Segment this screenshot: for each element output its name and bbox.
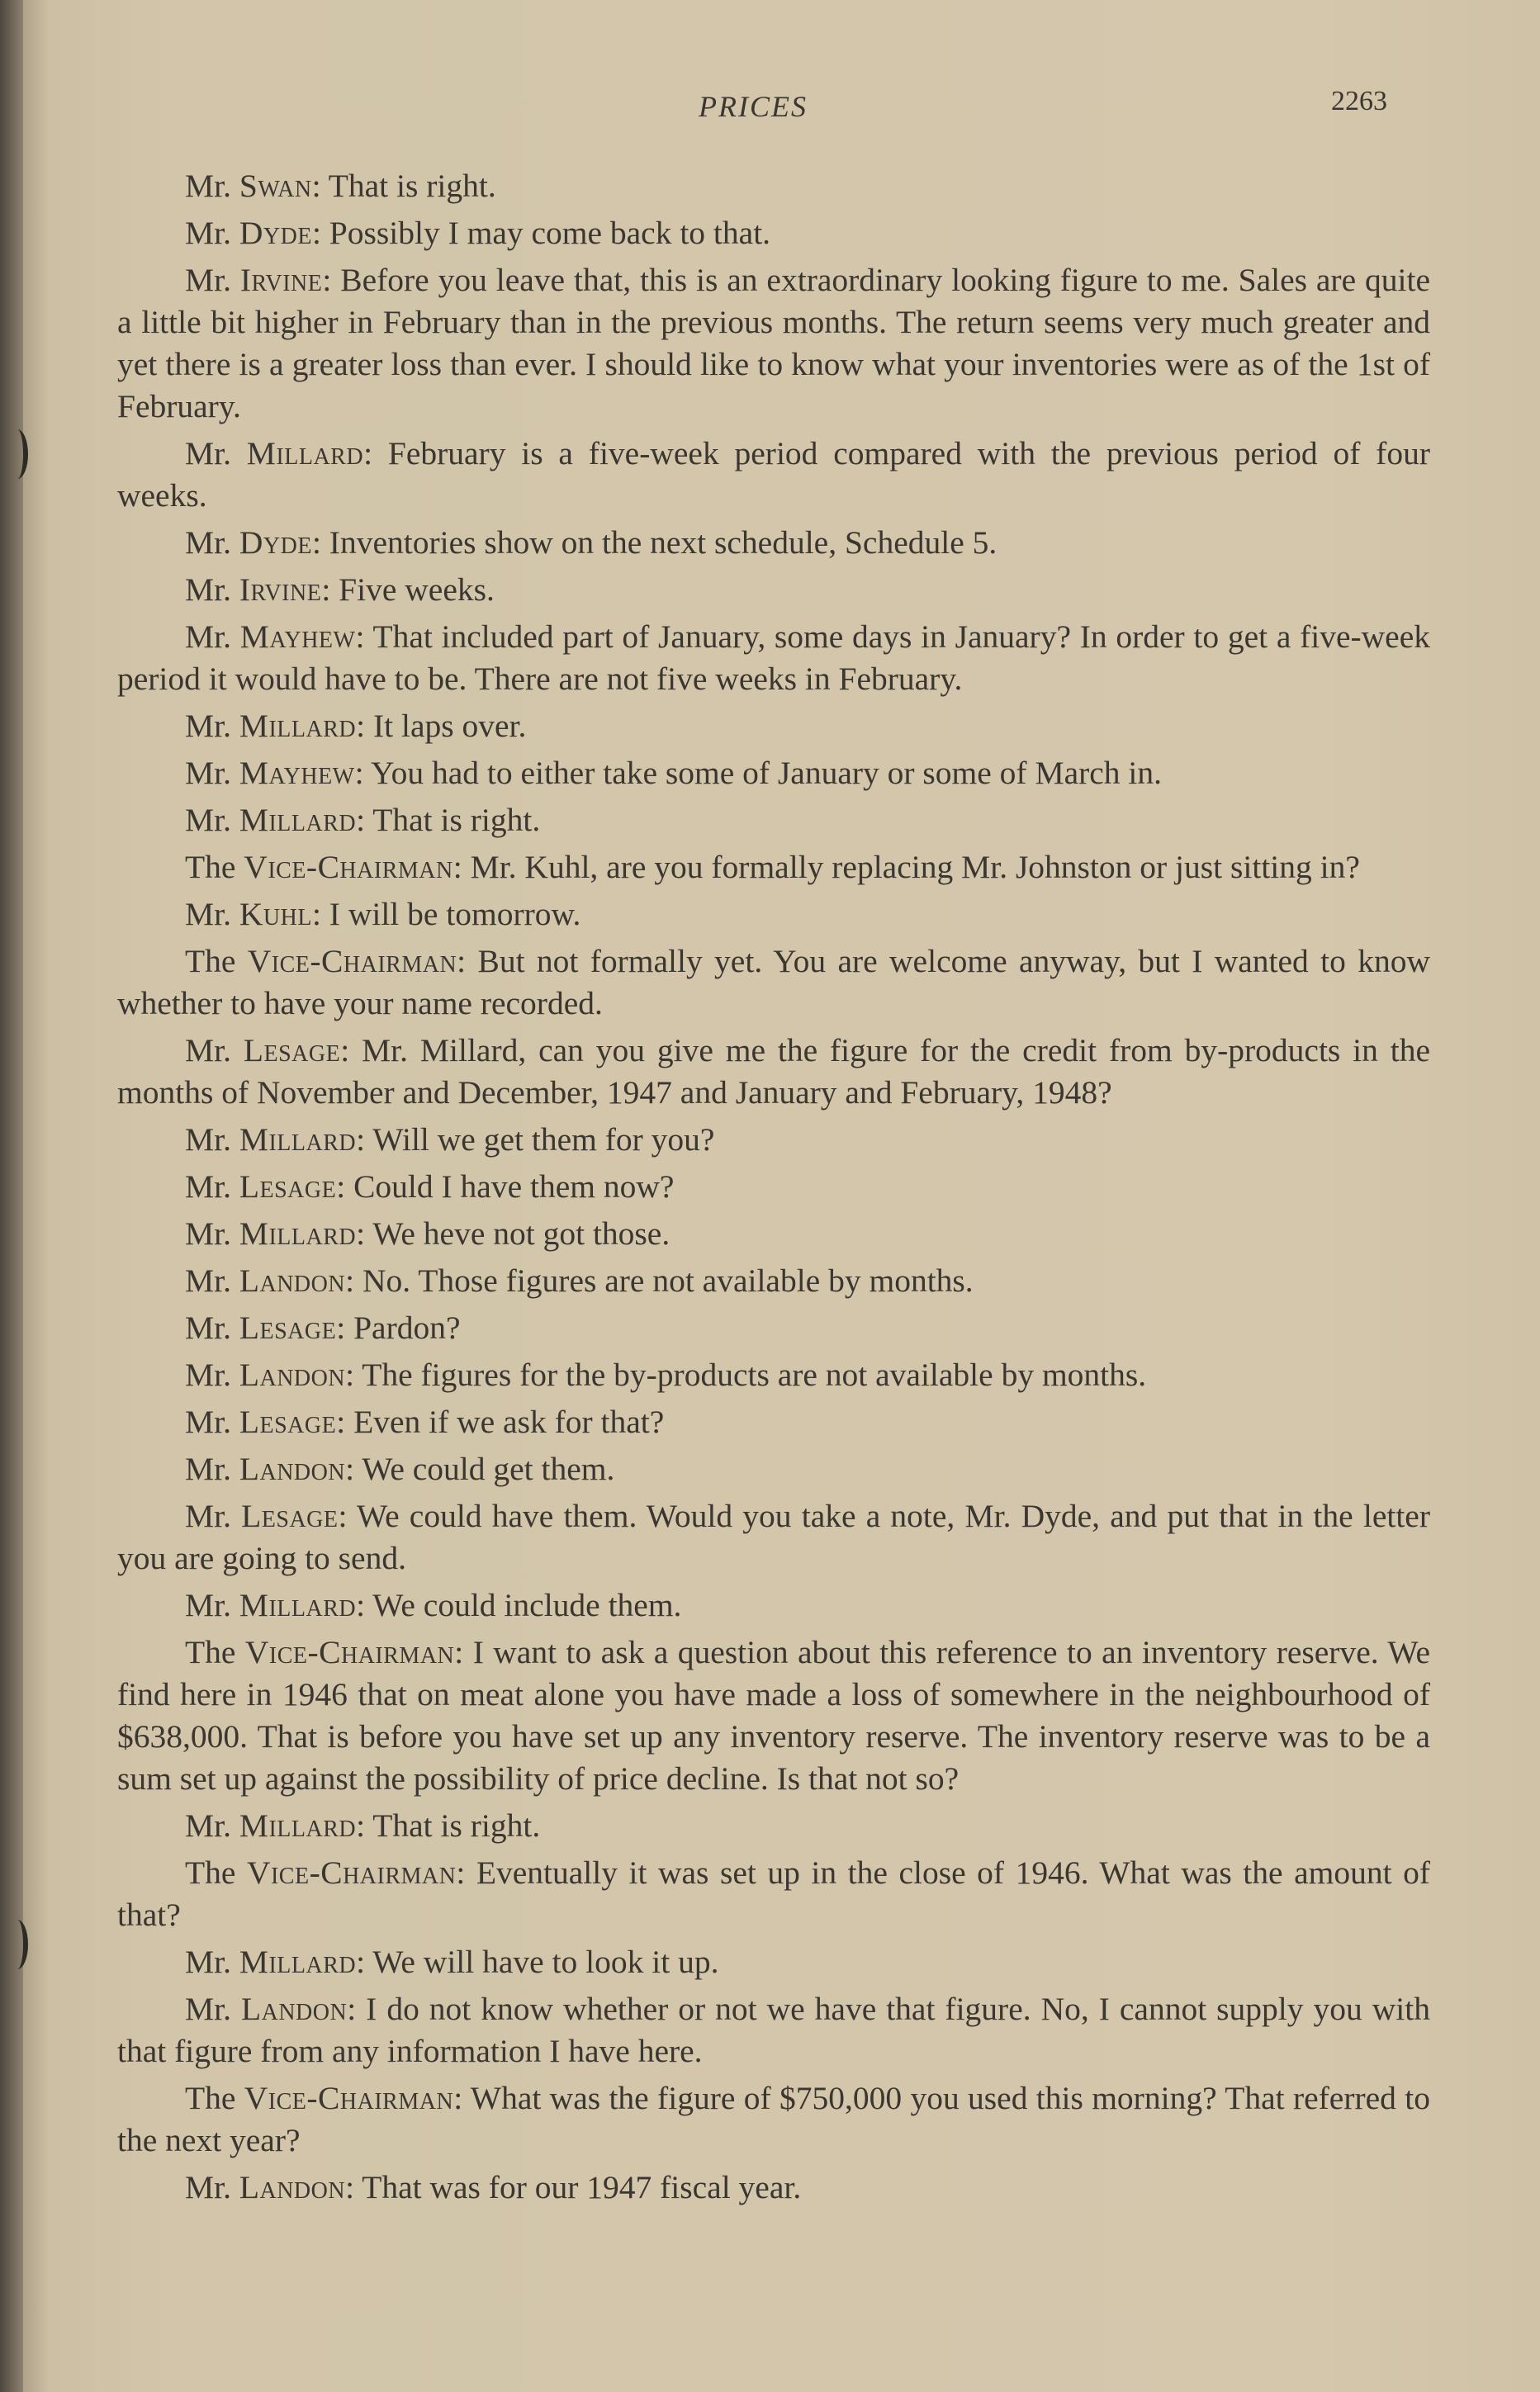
speech-text: : We heve not got those. (356, 1215, 670, 1252)
speech-text: : No. Those figures are not available by months. (345, 1262, 974, 1299)
speaker-prefix: The (185, 943, 248, 979)
transcript-paragraph (117, 1632, 1430, 1800)
speaker-prefix: Mr. (185, 1262, 239, 1299)
speech-text: : That is right. (311, 168, 496, 204)
transcript-paragraph (117, 259, 1430, 428)
speech-text: : But not formally yet. You are welcome anyway, but I wanted to know whether to have your name recorded. (117, 943, 1430, 1021)
binding-hole-mark (7, 1920, 28, 1969)
speech-text: : Five weeks. (321, 571, 495, 608)
speaker-name: Vice-Chairman (244, 1634, 455, 1670)
page-header (0, 86, 1540, 130)
speaker-prefix: Mr. (185, 1032, 244, 1068)
transcript-paragraph (117, 2077, 1430, 2162)
speaker-prefix: Mr. (185, 896, 239, 932)
speaker-name: Swan (239, 168, 312, 204)
speaker-name: Kuhl (239, 896, 312, 932)
speaker-prefix: Mr. (185, 1404, 239, 1440)
transcript-paragraph (117, 212, 1430, 254)
speaker-prefix: The (185, 1854, 247, 1891)
speaker-name: Lesage (239, 1168, 337, 1205)
speech-text: : I do not know whether or not we have that figure. No, I cannot supply you with that figure from any information I have here. (117, 1991, 1430, 2069)
transcript-paragraph (117, 569, 1430, 611)
page-number: 2263 (1331, 86, 1387, 116)
speaker-name: Vice-Chairman (244, 849, 453, 885)
speaker-prefix: Mr. (185, 435, 247, 471)
speech-text: : That included part of January, some days in January? In order to get a five-week period it would have to be. There are not five weeks in February. (117, 618, 1430, 697)
transcript-paragraph (117, 522, 1430, 564)
speaker-name: Millard (239, 1807, 357, 1844)
speaker-prefix: Mr. (185, 1587, 239, 1623)
speaker-name: Landon (240, 1991, 348, 2027)
speech-text: : Pardon? (336, 1310, 461, 1346)
binding-hole-mark (7, 429, 28, 479)
speaker-prefix: Mr. (185, 1310, 239, 1346)
speaker-name: Millard (239, 1587, 357, 1623)
speaker-prefix: Mr. (185, 755, 239, 791)
speech-text: : You had to either take some of January or some of March in. (354, 755, 1163, 791)
speaker-name: Landon (239, 2169, 346, 2205)
speech-text: : The figures for the by-products are not available by months. (345, 1357, 1147, 1393)
speaker-prefix: Mr. (185, 1215, 239, 1252)
transcript-paragraph (117, 1307, 1430, 1349)
speaker-name: Millard (239, 802, 357, 838)
speaker-prefix: Mr. (185, 1357, 239, 1393)
speaker-prefix: The (185, 1634, 245, 1670)
transcript-paragraph (117, 1119, 1430, 1161)
speaker-name: Dyde (239, 524, 312, 561)
transcript-paragraph (117, 1213, 1430, 1255)
speaker-prefix: Mr. (185, 1991, 241, 2027)
speech-text: : Could I have them now? (336, 1168, 675, 1205)
speaker-name: Irvine (239, 262, 323, 298)
speaker-prefix: Mr. (185, 1944, 239, 1980)
speaker-prefix: Mr. (185, 524, 239, 561)
speech-text: : We could include them. (356, 1587, 682, 1623)
speaker-prefix: Mr. (185, 1807, 239, 1844)
speaker-prefix: The (185, 2080, 244, 2116)
transcript-paragraph (117, 1166, 1430, 1208)
speaker-name: Lesage (239, 1404, 337, 1440)
speaker-prefix: Mr. (185, 708, 239, 744)
transcript-paragraph (117, 1495, 1430, 1580)
speaker-name: Lesage (243, 1032, 341, 1068)
speech-text: : We could get them. (345, 1451, 615, 1487)
speaker-prefix: Mr. (185, 1121, 239, 1158)
transcript-paragraph (117, 1988, 1430, 2072)
transcript-paragraph (117, 1584, 1430, 1627)
speaker-prefix: Mr. (185, 262, 240, 298)
speaker-name: Dyde (239, 215, 312, 251)
transcript-paragraph (117, 940, 1430, 1025)
speaker-prefix: Mr. (185, 571, 239, 608)
speaker-prefix: Mr. (185, 1168, 239, 1205)
speaker-prefix: The (185, 849, 244, 885)
speaker-name: Vice-Chairman (244, 2080, 454, 2116)
speaker-name: Landon (239, 1357, 346, 1393)
transcript-paragraph (117, 2167, 1430, 2209)
speech-text: : Mr. Kuhl, are you formally replacing Mr. Johnston or just sitting in? (453, 849, 1360, 885)
transcript-paragraph (117, 1030, 1430, 1114)
speaker-name: Millard (239, 1944, 357, 1980)
speaker-name: Lesage (239, 1310, 337, 1346)
speaker-name: Lesage (241, 1498, 339, 1534)
speaker-prefix: Mr. (185, 215, 239, 251)
speech-text: : It laps over. (356, 708, 527, 744)
speaker-name: Millard (239, 708, 357, 744)
transcript-body (117, 165, 1430, 2214)
speaker-name: Millard (246, 435, 364, 471)
transcript-paragraph (117, 1401, 1430, 1443)
transcript-paragraph (117, 433, 1430, 517)
transcript-paragraph (117, 1852, 1430, 1936)
speaker-prefix: Mr. (185, 1451, 239, 1487)
speech-text: : We could have them. Would you take a note, Mr. Dyde, and put that in the letter you are going to send. (117, 1498, 1430, 1576)
speaker-prefix: Mr. (185, 618, 240, 655)
transcript-paragraph (117, 1354, 1430, 1396)
speech-text: : That was for our 1947 fiscal year. (345, 2169, 802, 2205)
speech-text: : I want to ask a question about this reference to an inventory reserve. We find here in 1946 that on meat alone you have made a loss of somewhere in the neighbourhood of $638,000. That is before you have set up any inventory reserve. The inventory reserve was to be a sum set up against the possibility of price decline. Is that not so? (117, 1634, 1430, 1797)
speaker-name: Irvine (239, 571, 322, 608)
speech-text: : February is a five-week period compared with the previous period of four weeks. (117, 435, 1430, 514)
speaker-name: Vice-Chairman (247, 943, 457, 979)
speaker-name: Millard (239, 1215, 357, 1252)
transcript-paragraph (117, 893, 1430, 935)
speaker-prefix: Mr. (185, 1498, 242, 1534)
speaker-name: Mayhew (239, 618, 356, 655)
speaker-name: Millard (239, 1121, 357, 1158)
transcript-paragraph (117, 799, 1430, 841)
transcript-paragraph (117, 705, 1430, 747)
speech-text: : Possibly I may come back to that. (311, 215, 771, 251)
speaker-name: Vice-Chairman (246, 1854, 457, 1891)
speech-text: : Eventually it was set up in the close of 1946. What was the amount of that? (117, 1854, 1430, 1933)
transcript-paragraph (117, 846, 1430, 888)
transcript-paragraph (117, 1260, 1430, 1302)
transcript-paragraph (117, 1448, 1430, 1490)
speech-text: : That is right. (356, 802, 541, 838)
speech-text: : Mr. Millard, can you give me the figure for the credit from by-products in the months of November and December, 1947 and January and February, 1948? (117, 1032, 1430, 1111)
speech-text: : We will have to look it up. (356, 1944, 719, 1980)
speech-text: : Before you leave that, this is an extraordinary looking figure to me. Sales are quite a little bit higher in February than in the previous months. The return seems very much greater and yet there is a greater loss than ever. I should like to know what your inventories were as of the 1st of February. (117, 262, 1430, 424)
speaker-name: Landon (239, 1262, 346, 1299)
speech-text: : What was the figure of $750,000 you used this morning? That referred to the next year? (117, 2080, 1430, 2158)
speaker-name: Landon (239, 1451, 346, 1487)
transcript-paragraph (117, 616, 1430, 700)
speaker-prefix: Mr. (185, 802, 239, 838)
speaker-name: Mayhew (239, 755, 355, 791)
transcript-paragraph (117, 1941, 1430, 1983)
transcript-paragraph (117, 752, 1430, 794)
speech-text: : That is right. (356, 1807, 541, 1844)
speaker-prefix: Mr. (185, 2169, 239, 2205)
transcript-paragraph (117, 165, 1430, 207)
speech-text: : I will be tomorrow. (311, 896, 581, 932)
speech-text: : Even if we ask for that? (336, 1404, 665, 1440)
speech-text: : Inventories show on the next schedule, Schedule 5. (311, 524, 997, 561)
speech-text: : Will we get them for you? (356, 1121, 715, 1158)
speaker-prefix: Mr. (185, 168, 239, 204)
transcript-paragraph (117, 1805, 1430, 1847)
running-title: PRICES (699, 90, 808, 123)
